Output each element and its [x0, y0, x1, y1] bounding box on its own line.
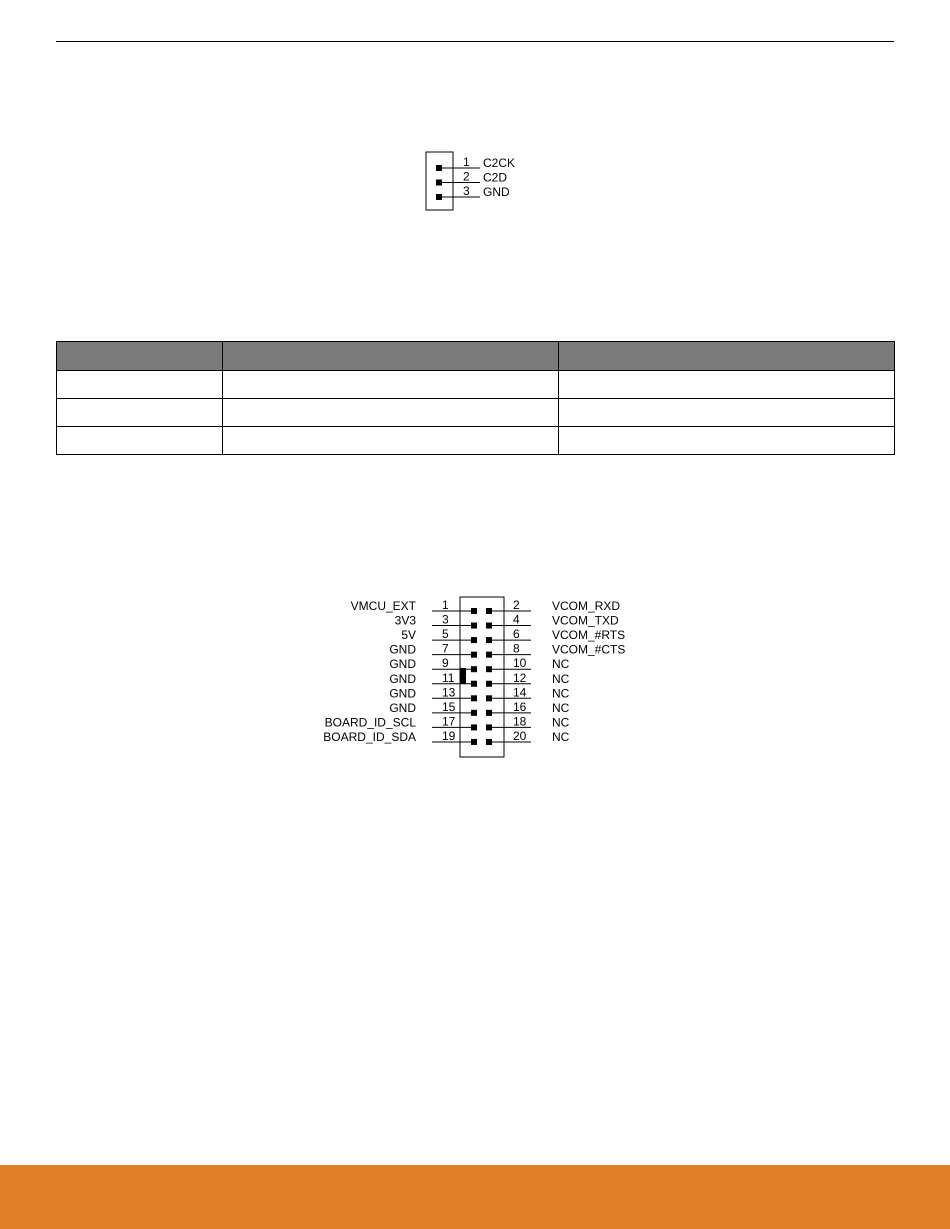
pin-table — [56, 341, 895, 455]
pin-number: 6 — [513, 627, 520, 642]
table-row — [57, 427, 895, 455]
pin-number: 14 — [513, 685, 527, 700]
pin-signal: 5V — [401, 628, 416, 643]
pin-signal: NC — [552, 715, 570, 730]
connector-3pin-diagram — [426, 152, 515, 210]
pin-number: 1 — [463, 155, 470, 169]
pin-number: 5 — [442, 627, 449, 642]
pin-number: 2 — [513, 598, 520, 612]
table-row — [57, 371, 895, 399]
pin-signal: NC — [552, 729, 570, 744]
table-cell — [559, 399, 895, 427]
pin-number: 10 — [513, 656, 527, 671]
table-header-row — [57, 342, 895, 371]
pin-number: 3 — [442, 612, 449, 627]
pin-number: 12 — [513, 670, 527, 685]
pin-number: 13 — [442, 685, 456, 700]
pin-pad — [486, 637, 492, 643]
pin-signal: GND — [389, 700, 416, 715]
pin-pad — [486, 681, 492, 687]
footer-bar — [0, 1165, 950, 1229]
top-rule — [56, 41, 894, 42]
pin-signal: GND — [483, 185, 510, 199]
pin-signal: NC — [552, 657, 570, 672]
pin-pad — [436, 194, 442, 200]
pin-number: 11 — [442, 670, 455, 685]
table-cell — [559, 371, 895, 399]
table-header-cell — [223, 342, 559, 371]
pin-pad — [471, 739, 477, 745]
pin-signal: C2D — [483, 170, 508, 185]
pin-pad — [471, 724, 477, 730]
connector-20pin-key-notch — [460, 668, 466, 684]
pin-pad — [471, 681, 477, 687]
pin-signal: VMCU_EXT — [350, 599, 416, 613]
pin-signal: VCOM_#RTS — [552, 628, 626, 643]
table-cell — [57, 427, 223, 455]
pin-signal: GND — [389, 671, 416, 686]
pin-number: 2 — [463, 169, 470, 184]
pin-number: 7 — [442, 641, 449, 656]
pin-pad — [471, 666, 477, 672]
pin-pad — [471, 637, 477, 643]
pin-pad — [486, 710, 492, 716]
pin-pad — [471, 652, 477, 658]
pin-signal: NC — [552, 671, 570, 686]
pin-signal: VCOM_#CTS — [552, 642, 626, 657]
pin-pad — [486, 608, 492, 614]
table-cell — [223, 371, 559, 399]
pin-pad — [486, 652, 492, 658]
table-cell — [223, 399, 559, 427]
pin-number: 4 — [513, 612, 520, 627]
pin-signal: VCOM_RXD — [552, 599, 621, 613]
pin-signal: C2CK — [483, 156, 516, 170]
pin-pad — [471, 695, 477, 701]
pin-number: 18 — [513, 714, 527, 729]
pin-signal: 3V3 — [394, 613, 416, 628]
pin-pad — [486, 695, 492, 701]
pin-number: 9 — [442, 656, 449, 671]
connector-3pin-body — [426, 152, 453, 210]
pin-signal: NC — [552, 700, 570, 715]
pin-pad — [486, 623, 492, 629]
table-cell — [57, 371, 223, 399]
pin-number: 3 — [463, 184, 470, 198]
pin-pad — [471, 710, 477, 716]
pin-number: 16 — [513, 699, 527, 714]
pin-signal: BOARD_ID_SCL — [324, 715, 416, 730]
table-header-cell — [57, 342, 223, 371]
pin-number: 15 — [442, 699, 456, 714]
pin-signal: BOARD_ID_SDA — [323, 729, 416, 744]
table-cell — [57, 399, 223, 427]
pin-pad — [471, 623, 477, 629]
pin-number: 8 — [513, 641, 520, 656]
pin-pad — [486, 666, 492, 672]
pin-signal: GND — [389, 686, 416, 701]
pin-signal: NC — [552, 686, 570, 701]
pin-pad — [486, 724, 492, 730]
pin-pad — [486, 739, 492, 745]
table-cell — [223, 427, 559, 455]
pin-number: 20 — [513, 728, 527, 743]
pin-pad — [471, 608, 477, 614]
table-header-cell — [559, 342, 895, 371]
pin-signal: GND — [389, 642, 416, 657]
pin-number: 1 — [442, 598, 449, 612]
pin-pad — [436, 180, 442, 186]
pin-signal: GND — [389, 657, 416, 672]
pin-number: 17 — [442, 714, 456, 729]
connector-20pin-body — [460, 597, 504, 757]
pin-number: 19 — [442, 728, 456, 743]
connector-20pin-diagram — [323, 597, 625, 757]
pin-signal: VCOM_TXD — [552, 613, 619, 628]
table-cell — [559, 427, 895, 455]
table-row — [57, 399, 895, 427]
pin-pad — [436, 165, 442, 171]
